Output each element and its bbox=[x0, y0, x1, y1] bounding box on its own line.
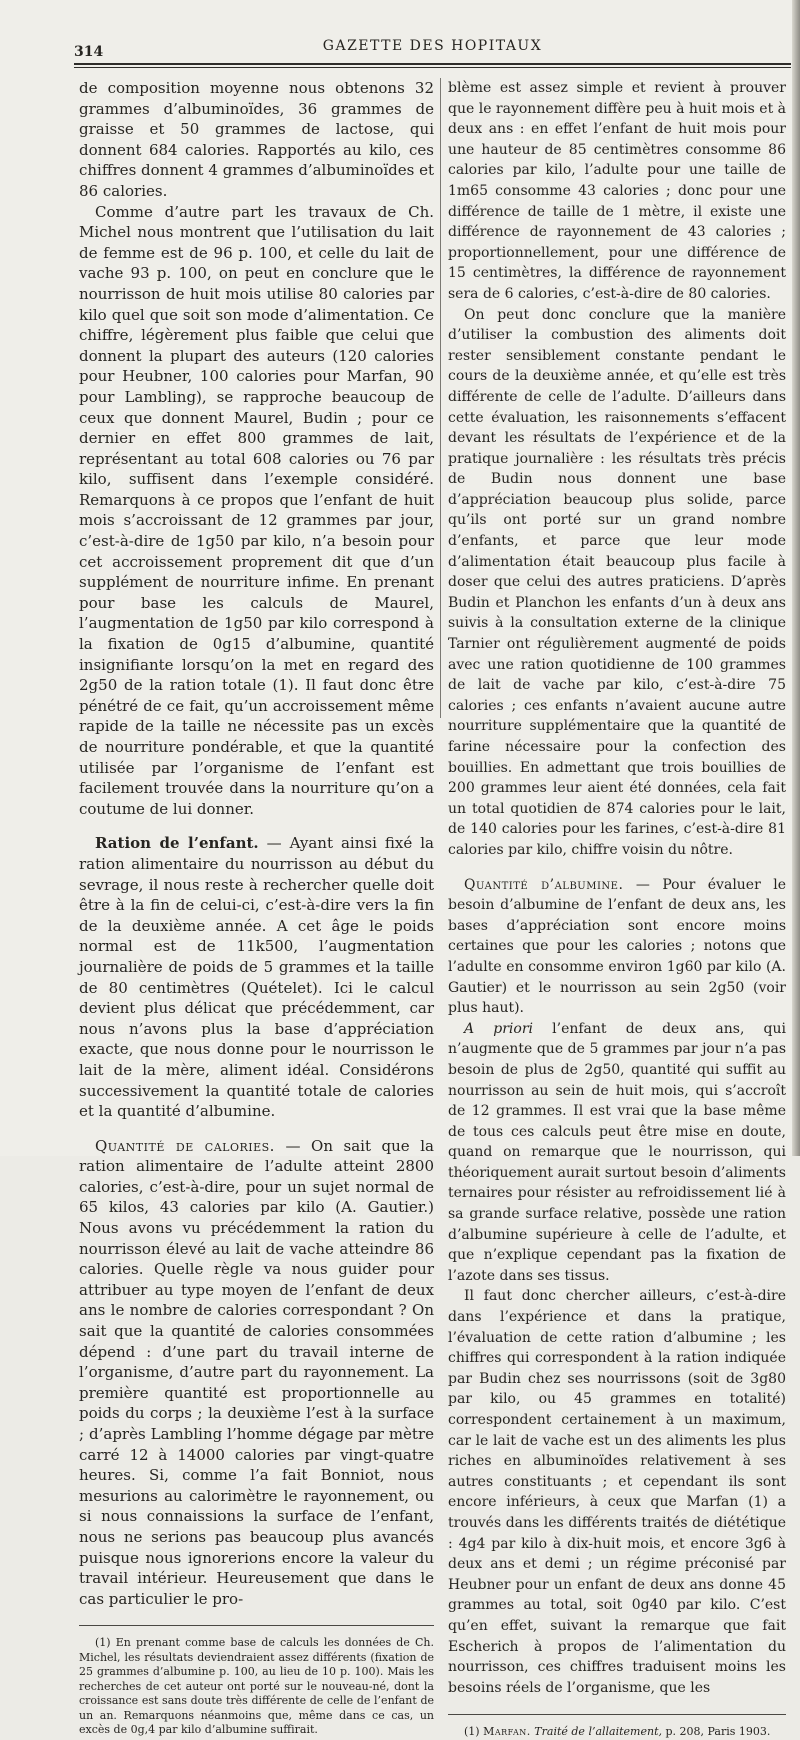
footnote-mark: (1) bbox=[464, 1725, 480, 1739]
section-ration-enfant bbox=[79, 833, 434, 1121]
section-text: — Pour évaluer le besoin d’albumine de l’enfant de deux ans, les bases d’appréciation sont encore moins certaines que pour les calories ; notons que l’adulte en consomme environ 1g60 par kilo (A. Gautier) et le nourrisson au sein 2g50 (voir plus haut). bbox=[448, 876, 787, 1017]
footnote bbox=[448, 1725, 786, 1740]
footnote-author: Marfan. bbox=[483, 1725, 531, 1739]
footnote-title: Traité de l’allaitement, bbox=[534, 1725, 662, 1739]
paragraph: Il faut donc chercher ailleurs, c’est-à-dire dans l’expérience et dans la pratique, l’évaluation de cette ration d’albumine ; les chiffres qui correspondent à la ration indiquée par Budin chez ses nourrissons (soit de 3g80 par kilo, ou 45 grammes en totalité) correspondent certainement à un maximum, car le lait de vache est un des aliments les plus riches en albuminoïdes relativement à ses autres constituants ; et cependant ils sont encore inférieurs, à ceux que Marfan (1) a trouvés dans les différents traités de diététique : 4g4 par kilo à dix-huit mois, et encore 3g6 à deux ans et demi ; un régime préconisé par Heubner pour un enfant de deux ans donne 45 grammes au total, soit 0g40 par kilo. C’est qu’en effet, suivant la remarque que fait Escherich à propos de l’alimentation du nourrisson, ces chiffres traduisent moins les besoins réels de l’organisme, que les bbox=[448, 1288, 786, 1696]
italic-phrase: A priori bbox=[464, 1020, 533, 1037]
paragraph bbox=[448, 1019, 786, 1287]
header-rule-thin bbox=[74, 67, 791, 68]
section-quantite-albumine bbox=[448, 875, 786, 1019]
section-heading: Quantité d’albumine. bbox=[464, 876, 624, 893]
left-column bbox=[79, 78, 434, 1738]
section-heading: Ration de l’enfant. bbox=[95, 834, 259, 853]
running-title: GAZETTE DES HOPITAUX bbox=[322, 38, 543, 54]
section-text: — On sait que la ration alimentaire de l’adulte atteint 2800 calories, c’est-à-dire, pour un sujet normal de 65 kilos, 43 calories par kilo (A. Gautier.) Nous avons vu précédemment la ration du nourrisson élevé au lait de vache atteindre 86 calories. Quelle règle va nous guider pour attribuer au type moyen de l’enfant de deux ans le nombre de calories correspondant ? On sait que la quantité de calories consommées dépend : d’une part du travail interne de l’organisme, d’autre part du rayonnement. La première quantité est proportionnelle au poids du corps ; la deuxième l’est à la surface ; d’après Lambling l’homme dégage par mètre carré 12 à 14000 calories par vingt-quatre heures. Si, comme l’a fait Bonniot, nous mesurions au calorimètre le rayonnement, ou si nous connaissions la surface de l’enfant, nous ne serions pas beaucoup plus avancés puisque nous ignorerions encore la valeur du travail intérieur. Heureusement que dans le cas particulier le pro- bbox=[79, 1136, 434, 1608]
page-number: 314 bbox=[74, 44, 104, 60]
page-edge-shadow bbox=[792, 0, 800, 1156]
footnote: (1) En prenant comme base de calculs les données de Ch. Michel, les résultats deviendraient assez différents (fixation de 25 grammes d’albumine p. 100, au lieu de 10 p. 100). Mais les recherches de cet auteur ont porté sur le nouveau-né, dont la croissance est sans doute très différente de celle de l’enfant de un an. Remarquons néanmoins que, même dans ce cas, un excès de 0g,4 par kilo d’albumine suffirait. bbox=[79, 1636, 434, 1737]
footnote-rule bbox=[448, 1714, 786, 1715]
footnote-rule bbox=[79, 1625, 434, 1626]
header-rule-thick bbox=[74, 63, 791, 65]
section-text: — Ayant ainsi fixé la ration alimentaire du nourrisson au début du sevrage, il nous reste à rechercher quelle doit être à la fin de celui-ci, c’est-à-dire vers la fin de la deuxième année. A cet âge le poids normal est de 11k500, l’augmentation journalière de poids de 5 grammes et la taille de 80 centimètres (Quételet). Ici le calcul devient plus délicat que précédemment, car nous n’avons plus la base d’appréciation exacte, que nous donne pour le nourrisson le lait de la mère, aliment idéal. Considérons successivement la quantité totale de calories et la quantité d’albumine. bbox=[79, 834, 434, 1121]
section-heading: Quantité de calories. bbox=[95, 1136, 275, 1155]
paragraph: Comme d’autre part les travaux de Ch. Michel nous montrent que l’utilisation du lait de femme est de 96 p. 100, et celle du lait de vache 93 p. 100, on peut en conclure que le nourrisson de huit mois utilise 80 calories par kilo quel que soit son mode d’alimentation. Ce chiffre, légèrement plus faible que celui que donnent la plupart des auteurs (120 calories pour Heubner, 100 calories pour Marfan, 90 pour Lambling), se rapproche beaucoup de ceux que donnent Maurel, Budin ; pour ce dernier en effet 800 grammes de lait, représentant au total 608 calories ou 76 par kilo, suffisent dans l’exemple considéré. Remarquons à ce propos que l’enfant de huit mois s’accroissant de 12 grammes par jour, c’est-à-dire de 1g50 par kilo, n’a besoin pour cet accroissement proprement dit que d’un supplément de nourriture infime. En prenant pour base les calculs de Maurel, l’augmentation de 1g50 par kilo correspond à la fixation de 0g15 d’albumine, quantité insignifiante lorsqu’on la met en regard des 2g50 de la ration totale (1). Il faut donc être pénétré de ce fait, qu’un accroissement même rapide de la taille ne nécessite pas un excès de nourriture pondérable, et que la quantité utilisée par l’organisme de l’enfant est facilement trouvée dans la nourriture qu’on a coutume de lui donner. bbox=[79, 202, 434, 818]
paragraph: de composition moyenne nous obtenons 32 grammes d’albuminoïdes, 36 grammes de graisse et 50 grammes de lactose, qui donnent 684 calories. Rapportés au kilo, ces chiffres donnent 4 grammes d’albuminoïdes et 86 calories. bbox=[79, 79, 434, 200]
footnote-ref: p. 208, Paris 1903. bbox=[665, 1725, 771, 1739]
paragraph: blème est assez simple et revient à prouver que le rayonnement diffère peu à huit mois et à deux ans : en effet l’enfant de huit mois pour une hauteur de 85 centimètres consomme 86 calories par kilo, l’adulte pour une taille de 1m65 consomme 43 calories ; donc pour une différence de taille de 1 mètre, il existe une différence de rayonnement de 43 calories ; proportionnellement, pour une différence de 15 centimètres, la différence de rayonnement sera de 6 calories, c’est-à-dire de 80 calories. bbox=[448, 80, 786, 302]
page-header bbox=[74, 38, 791, 62]
right-column bbox=[448, 78, 786, 1740]
section-quantite-calories bbox=[79, 1136, 434, 1610]
paragraph: On peut donc conclure que la manière d’utiliser la combustion des aliments doit rester sensiblement constante pendant le cours de la deuxième année, et qu’elle est très différente de celle de l’adulte. D’ailleurs dans cette évaluation, les raisonnements s’effacent devant les résultats de l’expérience et de la pratique journalière : les résultats très précis de Budin nous donnent une base d’appréciation beaucoup plus solide, parce qu’ils ont porté sur un grand nombre d’enfants, et parce que leur mode d’alimentation était beaucoup plus facile à doser que celui des autres praticiens. D’après Budin et Planchon les enfants d’un à deux ans suivis à la consultation externe de la clinique Tarnier ont régulièrement augmenté de poids avec une ration quotidienne de 100 grammes de lait de vache par kilo, c’est-à-dire 75 calories ; ces enfants n’avaient aucune autre nourriture supplémentaire que la quantité de farine nécessaire pour la confection des bouillies. En admettant que trois bouillies de 200 grammes leur aient été données, cela fait un total quotidien de 874 calories pour le lait, de 140 calories pour les farines, c’est-à-dire 81 calories par kilo, chiffre voisin du nôtre. bbox=[448, 306, 786, 858]
paragraph-text: l’enfant de deux ans, qui n’augmente que de 5 grammes par jour n’a pas besoin de plus de 2g50, quantité qui suffit au nourrisson au sein de huit mois, qui s’accroît de 12 grammes. Il est vrai que la base même de tous ces calculs peut être mise en doute, quand on remarque que le nourrisson, qui théoriquement aurait surtout besoin d’aliments ternaires pour résister au refroidissement lié à sa grande surface relative, possède une ration d’albumine supérieure à celle de l’adulte, et que n’explique cependant pas la fixation de l’azote dans ses tissus. bbox=[448, 1020, 787, 1284]
column-divider bbox=[440, 78, 441, 718]
